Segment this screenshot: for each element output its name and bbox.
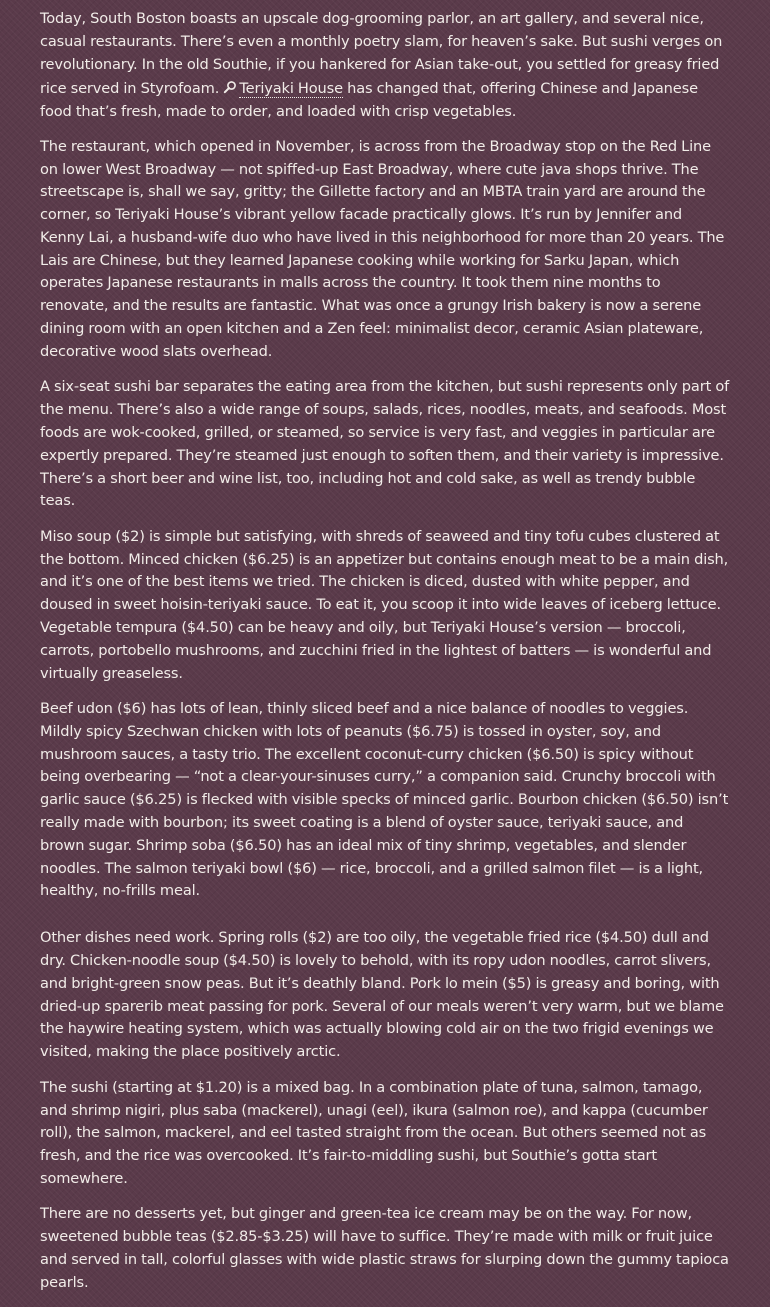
paragraph-2: The restaurant, which opened in November, is across from the Broadway stop on the Red Line on lower West Broadway — not spiffed-up East Broadway, where cute java shops thrive. The streetscape is, shall we say, gritty; the Gillette factory and an MBTA train yard are around the corner, so Teriyaki House’s vibrant yellow facade practically glows. It’s run by Jennifer and Kenny Lai, a husband-wife duo who have lived in this neighborhood for more than 20 years. The Lais are Chinese, but they learned Japanese cooking while working for Sarku Japan, which operates Japanese restaurants in malls across the country. It took them nine months to renovate, and the results are fantastic. What was once a grungy Irish bakery is now a serene dining room with an open kitchen and a Zen feel: minimalist decor, ceramic Asian plateware, decorative wood slats overhead. bbox=[40, 137, 725, 360]
paragraph-1-intro: Today, South Boston boasts an upscale dog-grooming parlor, an art gallery, and several nice, casual restaurants. There’s even a monthly poetry slam, for heaven’s sake. But sushi verges on revolutionary. In the old Southie, if you hankered for Asian take-out, you settled for greasy fried rice served in Styrofoam. bbox=[40, 10, 723, 97]
paragraph-4: Miso soup ($2) is simple but satisfying, with shreds of seaweed and tiny tofu cubes clustered at the bottom. Minced chicken ($6.25) is an appetizer but contains enough meat to be a main dish, and it’s one of the best items we tried. The chicken is diced, dusted with white pepper, and doused in sweet hoisin-teriyaki sauce. To eat it, you scoop it into wide leaves of iceberg lettuce. Vegetable tempura ($4.50) can be heavy and oily, but Teriyaki House’s version — broccoli, carrots, portobello mushrooms, and zucchini fried in the lightest of batters — is wonderful and virtually greaseless. bbox=[40, 527, 729, 682]
paragraph-3: A six-seat sushi bar separates the eating area from the kitchen, but sushi represents only part of the menu. There’s also a wide range of soups, salads, rices, noodles, meats, and seafoods. Most foods are wok-cooked, grilled, or steamed, so service is very fast, and veggies in particular are expertly prepared. They’re steamed just enough to soften them, and their variety is impressive. There’s a short beer and wine list, too, including hot and cold sake, as well as trendy bubble teas. bbox=[40, 378, 730, 510]
paragraph-8: There are no desserts yet, but ginger and green-tea ice cream may be on the way. For now, sweetened bubble teas ($2.85-$3.25) will have to suffice. They’re made with milk or fruit juice and served in tall, colorful glasses with wide plastic straws for slurping down the gummy tapioca pearls. bbox=[40, 1205, 729, 1291]
paragraph-6: Other dishes need work. Spring rolls ($2) are too oily, the vegetable fried rice ($4.50) dull and dry. Chicken-noodle soup ($4.50) is lovely to behold, with its ropy udon noodles, carrot slivers, and bright-green snow peas. But it’s deathly bland. Pork lo mein ($5) is greasy and boring, with dried-up sparerib meat passing for pork. Several of our meals weren’t very warm, but we blame the haywire heating system, which was actually blowing cold air on the two frigid evenings we visited, making the place positively arctic. bbox=[40, 929, 724, 1061]
paragraph-5: Beef udon ($6) has lots of lean, thinly sliced beef and a nice balance of noodles to veggies. Mildly spicy Szechwan chicken with lots of peanuts ($6.75) is tossed in oyster, soy, and mushroom sauces, a tasty trio. The excellent coconut-curry chicken ($6.50) is spicy without being overbearing — “not a clear-your-sinuses curry,” a companion said. Crunchy broccoli with garlic sauce ($6.25) is flecked with visible specks of minced garlic. Bourbon chicken ($6.50) isn’t really made with bourbon; its sweet coating is a blend of oyster sauce, teriyaki sauce, and brown sugar. Shrimp soba ($6.50) has an ideal mix of tiny shrimp, vegetables, and slender noodles. The salmon teriyaki bowl ($6) — rice, broccoli, and a grilled salmon filet — is a light, healthy, no-frills meal. bbox=[40, 700, 729, 900]
magnifier-icon[interactable] bbox=[223, 80, 237, 94]
article-body bbox=[40, 7, 730, 1307]
paragraph-1-rest: has changed that, offering Chinese and Japanese food that’s fresh, made to order, and loaded with crisp vegetables. bbox=[40, 79, 698, 120]
restaurant-link-wrapper[interactable] bbox=[223, 80, 343, 97]
restaurant-link[interactable]: Teriyaki House bbox=[239, 79, 343, 97]
paragraph-7: The sushi (starting at $1.20) is a mixed bag. In a combination plate of tuna, salmon, tamago, and shrimp nigiri, plus saba (mackerel), unagi (eel), ikura (salmon roe), and kappa (cucumber roll), the salmon, mackerel, and eel tasted straight from the ocean. But others seemed not as fresh, and the rice was overcooked. It’s fair-to-middling sushi, but Southie’s gotta start somewhere. bbox=[40, 1078, 708, 1187]
paragraph-1 bbox=[40, 7, 730, 123]
